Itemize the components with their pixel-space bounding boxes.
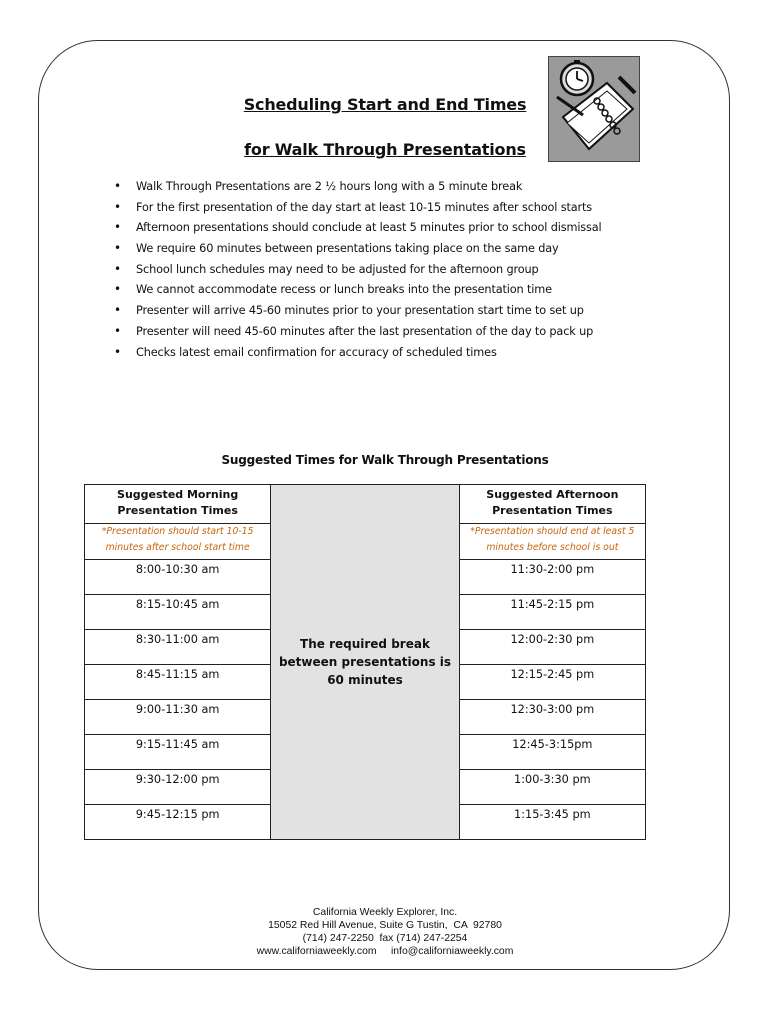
morning-time: 9:15-11:45 am — [85, 735, 271, 770]
morning-header: Suggested Morning Presentation Times — [85, 485, 271, 524]
morning-time: 9:30-12:00 pm — [85, 770, 271, 805]
page-title: Scheduling Start and End Times — [243, 95, 527, 114]
list-item: • Presenter will need 45-60 minutes after the last presentation of the day to pack up — [112, 323, 602, 344]
break-cell — [271, 485, 459, 840]
list-item: • Walk Through Presentations are 2 ½ hours long with a 5 minute break — [112, 178, 602, 199]
morning-time: 8:30-11:00 am — [85, 630, 271, 665]
morning-time: 8:45-11:15 am — [85, 665, 271, 700]
table-title: Suggested Times for Walk Through Presentations — [221, 453, 549, 467]
afternoon-time: 1:00-3:30 pm — [459, 770, 645, 805]
list-item: • Checks latest email confirmation for accuracy of scheduled times — [112, 344, 602, 365]
afternoon-time: 12:15-2:45 pm — [459, 665, 645, 700]
morning-time: 9:45-12:15 pm — [85, 805, 271, 840]
list-item: • Presenter will arrive 45-60 minutes prior to your presentation start time to set up — [112, 302, 602, 323]
company-web: www.californiaweekly.com info@californiaweekly.com — [256, 946, 514, 957]
afternoon-time: 1:15-3:45 pm — [459, 805, 645, 840]
list-item: • For the first presentation of the day start at least 10-15 minutes after school starts — [112, 199, 602, 220]
afternoon-time: 12:00-2:30 pm — [459, 630, 645, 665]
morning-time: 9:00-11:30 am — [85, 700, 271, 735]
guidelines-list — [112, 178, 602, 364]
page-subtitle: for Walk Through Presentations — [244, 140, 526, 159]
list-item: • School lunch schedules may need to be adjusted for the afternoon group — [112, 261, 602, 282]
company-phone: (714) 247-2250 fax (714) 247-2254 — [302, 933, 468, 944]
schedule-table — [84, 484, 646, 840]
afternoon-time: 11:45-2:15 pm — [459, 595, 645, 630]
company-name: California Weekly Explorer, Inc. — [312, 907, 458, 918]
afternoon-time: 12:30-3:00 pm — [459, 700, 645, 735]
company-address: 15052 Red Hill Avenue, Suite G Tustin, CA 92780 — [268, 920, 502, 931]
break-note: The required break between presentations is 60 minutes — [278, 637, 452, 687]
afternoon-time: 11:30-2:00 pm — [459, 560, 645, 595]
list-item: • We cannot accommodate recess or lunch breaks into the presentation time — [112, 281, 602, 302]
morning-note: *Presentation should start 10-15 minutes after school start time — [85, 524, 271, 560]
afternoon-time: 12:45-3:15pm — [459, 735, 645, 770]
list-item: • We require 60 minutes between presentations taking place on the same day — [112, 240, 602, 261]
afternoon-note: *Presentation should end at least 5 minutes before school is out — [459, 524, 645, 560]
contact-footer — [185, 906, 585, 958]
list-item: • Afternoon presentations should conclude at least 5 minutes prior to school dismissal — [112, 219, 602, 240]
morning-time: 8:15-10:45 am — [85, 595, 271, 630]
morning-time: 8:00-10:30 am — [85, 560, 271, 595]
afternoon-header: Suggested Afternoon Presentation Times — [459, 485, 645, 524]
table-row — [85, 485, 646, 524]
